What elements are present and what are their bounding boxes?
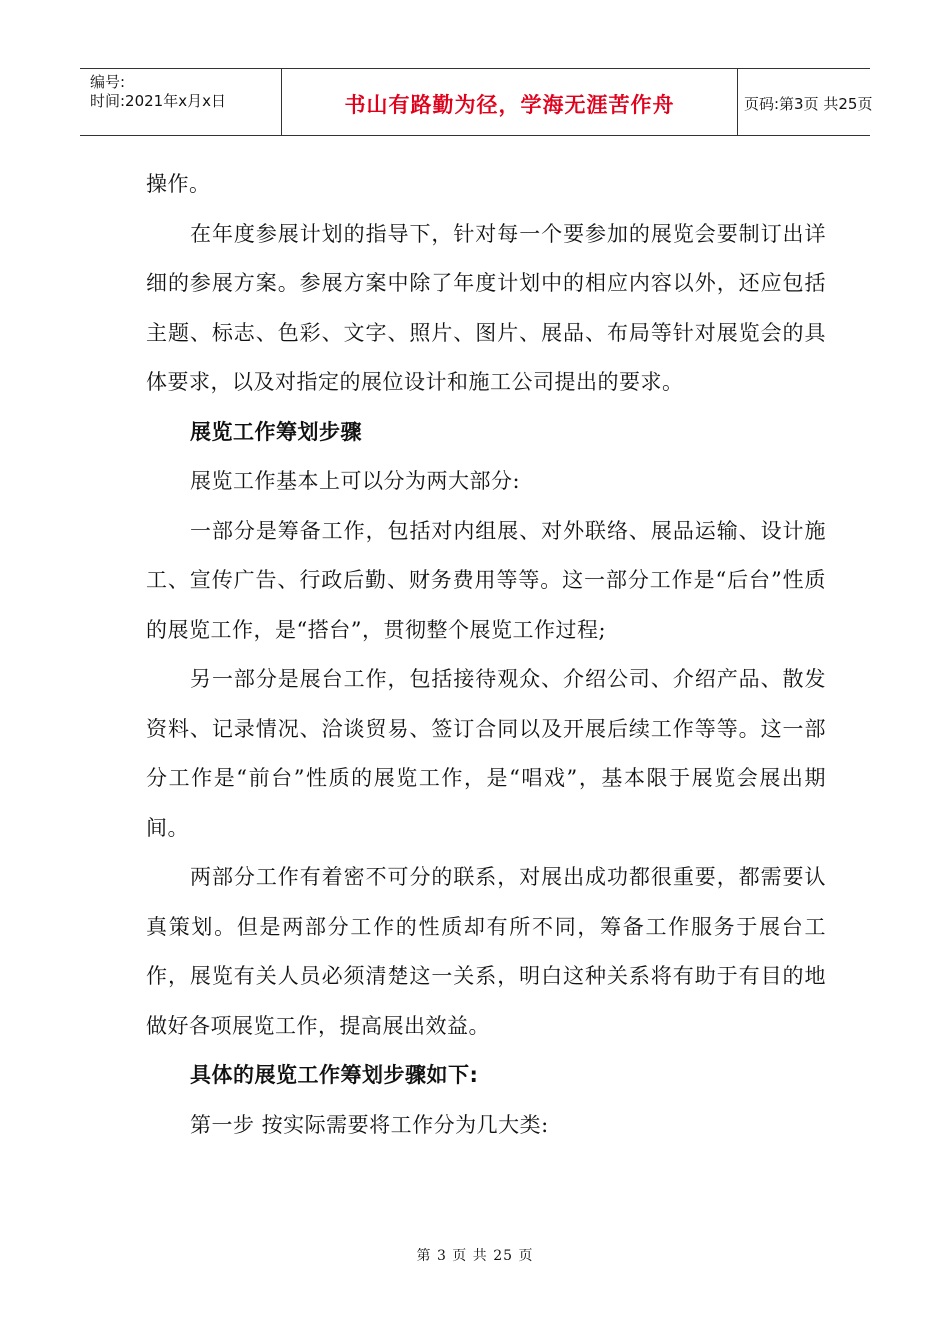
header-motto: 书山有路勤为径，学海无涯苦作舟 <box>344 93 675 117</box>
paragraph-exhibition-plan: 在年度参展计划的指导下，针对每一个要参加的展览会要制订出详细的参展方案。参展方案中除了年度计划中的相应内容以外，还应包括主题、标志、色彩、文字、照片、图片、展品、布局等针对展览会的具体要求，以及对指定的展位设计和施工公司提出的要求。 <box>146 221 826 394</box>
page-footer: 第 3 页 共 25 页 <box>416 1248 534 1264</box>
paragraph-two-parts: 展览工作基本上可以分为两大部分: <box>190 469 521 493</box>
document-date: 时间:2021年x月x日 <box>90 92 226 110</box>
paragraph-booth-work: 另一部分是展台工作，包括接待观众、介绍公司、介绍产品、散发资料、记录情况、洽谈贸易、签订合同以及开展后续工作等等。这一部分工作是“前台”性质的展览工作，是“唱戏”，基本限于展览会展出期间。 <box>146 667 826 840</box>
paragraph-continuation: 操作。 <box>146 172 211 196</box>
paragraph-relationship: 两部分工作有着密不可分的联系，对展出成功都很重要，都需要认真策划。但是两部分工作的性质却有所不同，筹备工作服务于展台工作，展览有关人员必须清楚这一关系，明白这种关系将有助于有目的地做好各项展览工作，提高展出效益。 <box>146 865 826 1038</box>
section-heading-specific-steps: 具体的展览工作筹划步骤如下: <box>190 1063 479 1087</box>
header-page-info: 页码:第3页 共25页 <box>744 95 873 113</box>
paragraph-step-one: 第一步 按实际需要将工作分为几大类: <box>190 1112 549 1137</box>
paragraph-preparation-work: 一部分是筹备工作，包括对内组展、对外联络、展品运输、设计施工、宣传广告、行政后勤、财务费用等等。这一部分工作是“后台”性质的展览工作，是“搭台”，贯彻整个展览工作过程; <box>146 518 826 642</box>
header-meta-cell <box>80 69 282 135</box>
section-heading-planning-steps: 展览工作筹划步骤 <box>190 419 362 444</box>
document-number-label: 编号: <box>90 73 126 91</box>
page-header <box>80 68 873 136</box>
document-body <box>146 160 826 1150</box>
header-motto-cell <box>282 69 738 135</box>
header-page-cell <box>738 69 873 135</box>
